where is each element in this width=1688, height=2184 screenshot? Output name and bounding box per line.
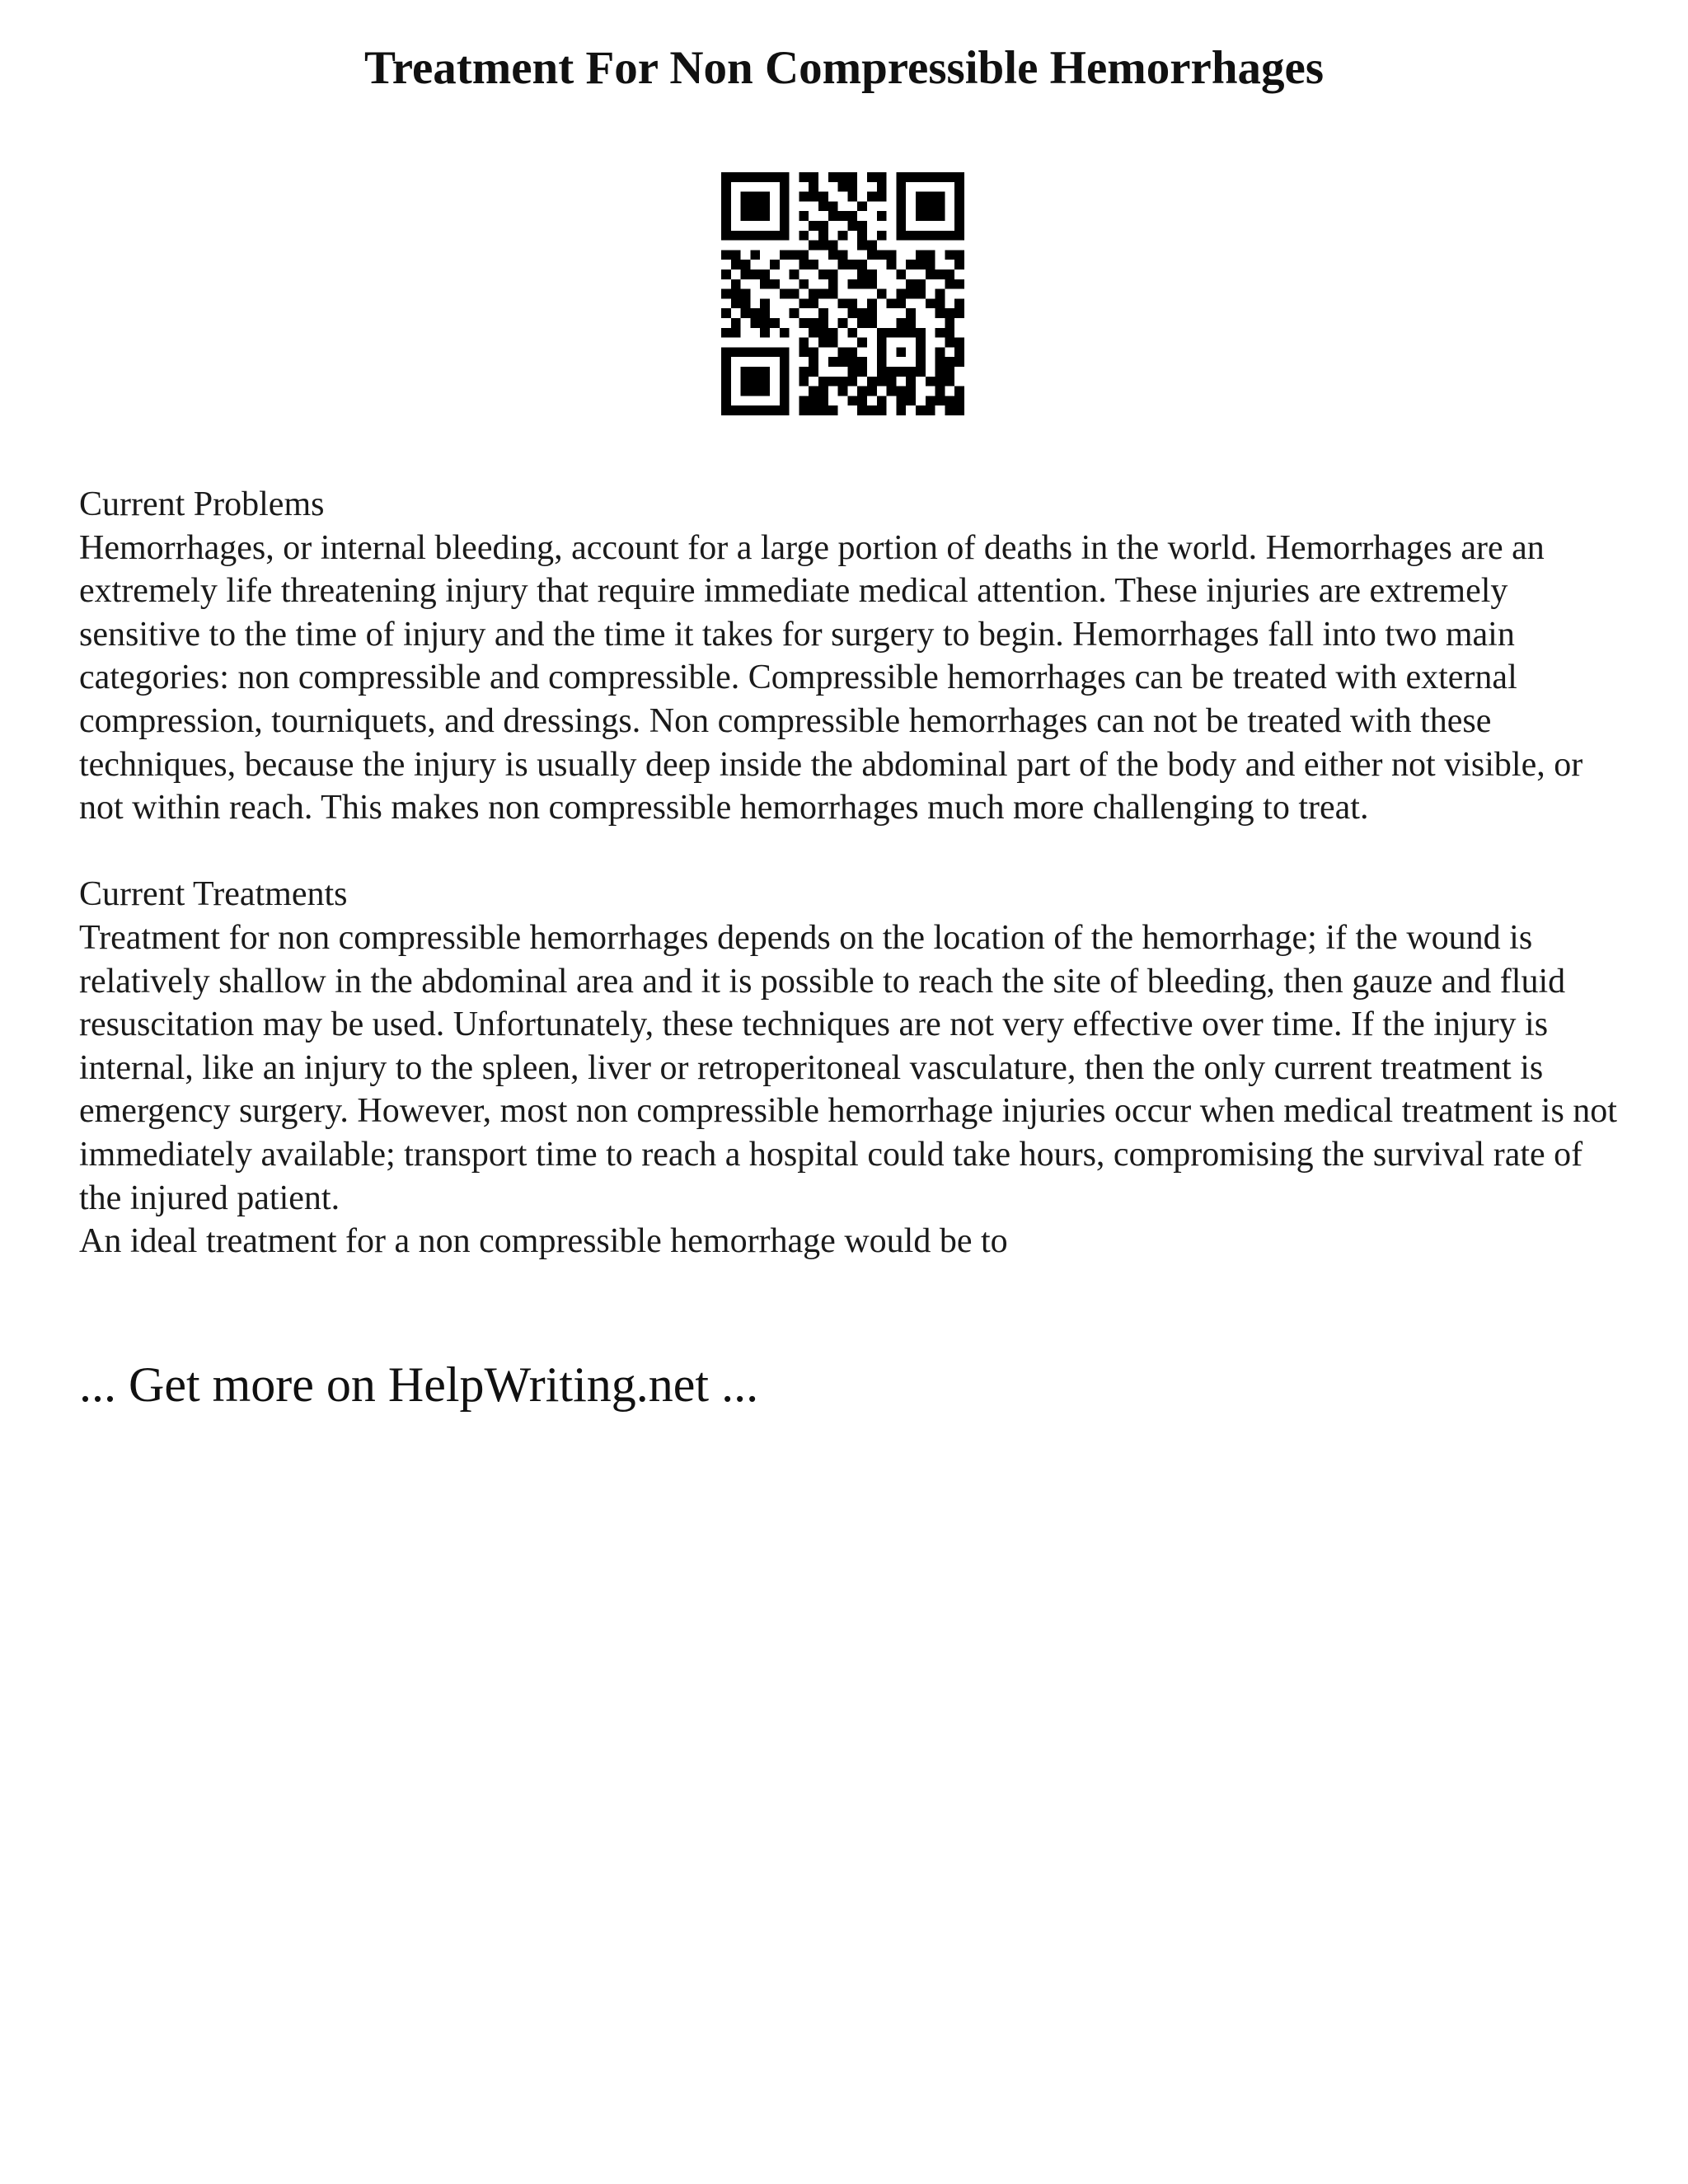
- section-heading: Current Treatments: [79, 875, 348, 914]
- get-more-link[interactable]: ... Get more on HelpWriting.net ...: [79, 1357, 759, 1412]
- paragraph-spacer: [79, 830, 1629, 874]
- body-paragraph: An ideal treatment for a non compressible hemorrhage would be to: [79, 1222, 1008, 1261]
- body-paragraph: Treatment for non compressible hemorrhages depends on the location of the hemorrhage; if the wound is relatively shallow in the abdominal area and it is possible to reach the site of bleeding, then gauze and fluid resuscitation may be used. Unfortunately, these techniques are not very effective over time. If the injury is internal, like an injury to the spleen, liver or retroperitoneal vasculature, then the only current treatment is emergency surgery. However, most non compressible hemorrhage injuries occur when medical treatment is not immediately available; transport time to reach a hospital could take hours, compromising the survival rate of the injured patient.: [79, 918, 1617, 1217]
- section-heading: Current Problems: [79, 485, 325, 523]
- body-paragraph: Hemorrhages, or internal bleeding, account for a large portion of deaths in the world. Hemorrhages are an extremely life threatening injury that require immediate medical attention. These injuries are extremely sensitive to the time of injury and the time it takes for surgery to begin. Hemorrhages fall into two main categories: non compressible and compressible. Compressible hemorrhages can be treated with external compression, tourniquets, and dressings. Non compressible hemorrhages can not be treated with these techniques, because the injury is usually deep inside the abdominal part of the body and either not visible, or not within reach. This makes non compressible hemorrhages much more challenging to treat.: [79, 528, 1583, 827]
- page-title: Treatment For Non Compressible Hemorrhages: [363, 42, 1325, 94]
- qr-code-icon: [721, 172, 964, 415]
- document-body: [79, 483, 1629, 1263]
